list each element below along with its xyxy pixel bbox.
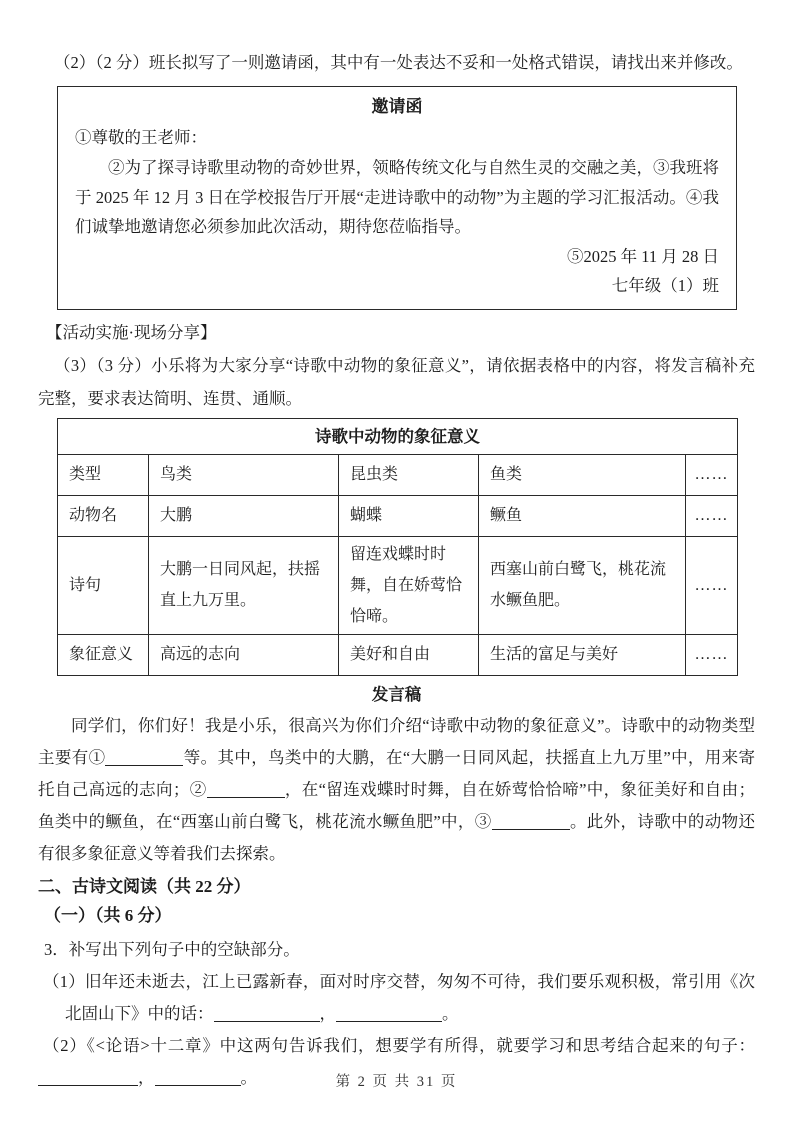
speech-paragraph (38, 710, 755, 870)
invitation-title: 邀请函 (371, 97, 423, 116)
row-label: 类型 (58, 454, 149, 495)
table-row (58, 536, 738, 634)
cell: 大鹏 (149, 495, 339, 536)
table-row (58, 454, 738, 495)
speech-seg2: 等。其中，鸟类中的大鹏，在“大鹏一日同风起，扶摇直上九万里”中，用来寄托自己高远的志向；② (38, 747, 755, 799)
item2-separator: ， (138, 1067, 155, 1087)
question-3-prompt: （3）（3 分）小乐将为大家分享“诗歌中动物的象征意义”，请依据表格中的内容，将发言稿补充完整，要求表达简明、连贯、通顺。 (38, 355, 755, 408)
section-2-heading: 二、古诗文阅读（共 22 分） (38, 876, 251, 896)
table-row (58, 634, 738, 675)
speech-seg4: 。此外，诗歌中的动物还有很多象征意义等着我们去探索。 (38, 811, 755, 863)
cell: 生活的富足与美好 (479, 634, 686, 675)
invitation-letter-box (57, 86, 737, 310)
cell: 留连戏蝶时时舞，自在娇莺恰恰啼。 (339, 536, 479, 634)
cell: 西塞山前白鹭飞，桃花流水鳜鱼肥。 (479, 536, 686, 634)
invitation-signer: 七年级（1）班 (611, 275, 719, 295)
cell: 蝴蝶 (339, 495, 479, 536)
ellipsis-cell: …… (686, 454, 738, 495)
ellipsis-cell: …… (686, 495, 738, 536)
section-2-subheading: （一）（共 6 分） (44, 905, 172, 925)
table-row (58, 495, 738, 536)
fill-blank-2 (207, 780, 285, 797)
question-3-main: 3．补写出下列句子中的空缺部分。 (44, 939, 300, 959)
cell: 鸟类 (149, 454, 339, 495)
activity-section-label: 【活动实施·现场分享】 (46, 322, 217, 342)
invitation-date: ⑤2025 年 11 月 28 日 (566, 246, 719, 266)
item2-text: （2）《<论语>十二章》中这两句告诉我们，想要学有所得，就要学习和思考结合起来的句子： (43, 1035, 755, 1055)
speech-seg1: 同学们，你们好！我是小乐，很高兴为你们介绍“诗歌中动物的象征意义”。诗歌中的动物类型主要有① (38, 715, 755, 767)
row-label: 象征意义 (58, 634, 149, 675)
cell: 高远的志向 (149, 634, 339, 675)
page-number-footer: 第 2 页 共 31 页 (335, 1074, 458, 1090)
table-title-row (58, 418, 738, 454)
speech-seg3: ，在“留连戏蝶时时舞，自在娇莺恰恰啼”中，象征美好和自由；鱼类中的鳜鱼，在“西塞山前白鹭飞，桃花流水鳜鱼肥”中，③ (38, 779, 756, 831)
answer-blank-1b (336, 1004, 442, 1021)
answer-blank-1a (214, 1004, 320, 1021)
cell: 大鹏一日同风起，扶摇直上九万里。 (149, 536, 339, 634)
fill-blank-1 (105, 748, 183, 765)
question-2-prompt: （2）（2 分）班长拟写了一则邀请函，其中有一处表达不妥和一处格式错误，请找出来并修改。 (54, 53, 743, 72)
row-label: 诗句 (58, 536, 149, 634)
row-label: 动物名 (58, 495, 149, 536)
dictation-item-1 (43, 966, 755, 1030)
invitation-body: ②为了探寻诗歌里动物的奇妙世界，领略传统文化与自然生灵的交融之美，③我班将于 2025 年 12 月 3 日在学校报告厅开展“走进诗歌中的动物”为主题的学习汇报活动。④我们诚挚地邀请您必须参加此次活动，期待您莅临指导。 (75, 158, 719, 236)
cell: 美好和自由 (339, 634, 479, 675)
cell: 鳜鱼 (479, 495, 686, 536)
speech-title: 发言稿 (371, 684, 422, 704)
item1-separator: ， (319, 1003, 336, 1023)
cell: 昆虫类 (339, 454, 479, 495)
fill-blank-3 (492, 812, 570, 829)
table-title: 诗歌中动物的象征意义 (58, 418, 738, 454)
item2-period: 。 (240, 1067, 257, 1087)
item1-text: （1）旧年还未逝去，江上已露新春，面对时序交替，匆匆不可待，我们要乐观积极，常引用《次北固山下》中的话： (43, 971, 755, 1023)
item1-period: 。 (442, 1003, 459, 1023)
ellipsis-cell: …… (686, 634, 738, 675)
ellipsis-cell: …… (686, 536, 738, 634)
symbolism-table (57, 418, 738, 676)
invitation-salutation: ①尊敬的王老师： (75, 128, 207, 147)
cell: 鱼类 (479, 454, 686, 495)
